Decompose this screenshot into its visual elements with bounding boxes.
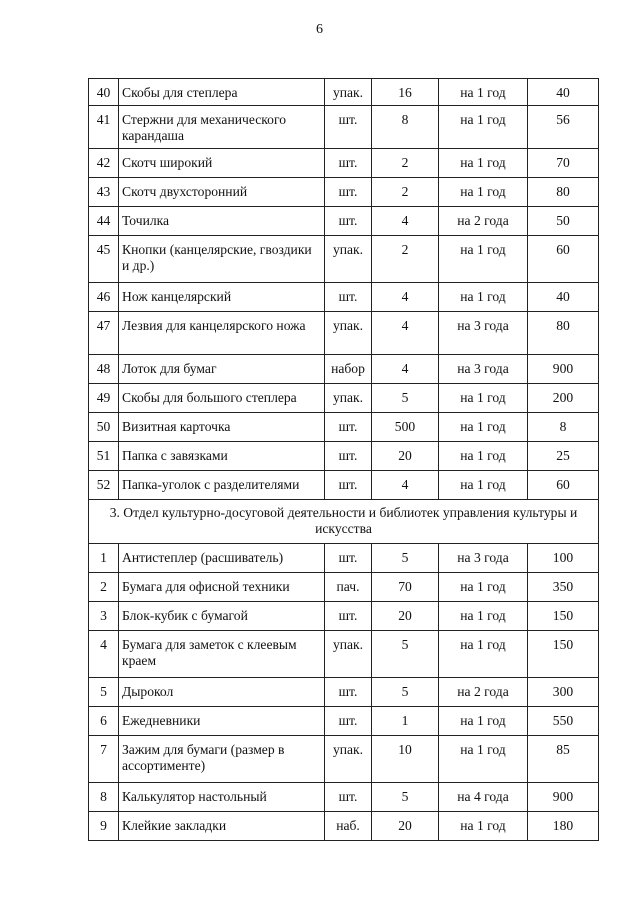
table-row	[89, 783, 599, 812]
page-number: 6	[316, 22, 323, 37]
item-quantity: 20	[372, 442, 439, 471]
item-quantity: 2	[372, 149, 439, 178]
table-row	[89, 79, 599, 106]
item-period: на 3 года	[439, 312, 528, 355]
item-unit: пач.	[325, 573, 372, 602]
table-row	[89, 355, 599, 384]
item-quantity: 5	[372, 678, 439, 707]
item-period: на 1 год	[439, 149, 528, 178]
item-price: 200	[528, 384, 599, 413]
table-row	[89, 707, 599, 736]
row-number: 41	[89, 106, 119, 149]
item-quantity: 5	[372, 544, 439, 573]
supplies-table-body	[89, 79, 599, 841]
table-row	[89, 678, 599, 707]
item-period: на 1 год	[439, 178, 528, 207]
table-row	[89, 544, 599, 573]
item-name: Блок-кубик с бумагой	[119, 602, 325, 631]
item-unit: набор	[325, 355, 372, 384]
item-period: на 3 года	[439, 544, 528, 573]
table-row	[89, 283, 599, 312]
item-price: 85	[528, 736, 599, 783]
row-number: 47	[89, 312, 119, 355]
item-period: на 3 года	[439, 355, 528, 384]
table-row	[89, 178, 599, 207]
item-period: на 1 год	[439, 283, 528, 312]
item-name: Папка-уголок с разделителями	[119, 471, 325, 500]
item-period: на 1 год	[439, 442, 528, 471]
table-row	[89, 812, 599, 841]
item-price: 350	[528, 573, 599, 602]
item-price: 100	[528, 544, 599, 573]
item-price: 25	[528, 442, 599, 471]
item-price: 300	[528, 678, 599, 707]
item-name: Скобы для большого степлера	[119, 384, 325, 413]
item-price: 180	[528, 812, 599, 841]
item-quantity: 5	[372, 384, 439, 413]
row-number: 4	[89, 631, 119, 678]
row-number: 5	[89, 678, 119, 707]
section-title: 3. Отдел культурно-досуговой деятельности и библиотек управления культуры и искусства	[89, 500, 599, 544]
item-unit: упак.	[325, 384, 372, 413]
item-quantity: 5	[372, 631, 439, 678]
table-row	[89, 149, 599, 178]
item-unit: шт.	[325, 783, 372, 812]
item-quantity: 8	[372, 106, 439, 149]
item-unit: упак.	[325, 736, 372, 783]
item-name: Точилка	[119, 207, 325, 236]
table-row	[89, 573, 599, 602]
item-price: 8	[528, 413, 599, 442]
item-period: на 1 год	[439, 413, 528, 442]
table-row	[89, 384, 599, 413]
item-name: Клейкие закладки	[119, 812, 325, 841]
item-name: Стержни для механического карандаша	[119, 106, 325, 149]
row-number: 7	[89, 736, 119, 783]
item-period: на 1 год	[439, 384, 528, 413]
row-number: 42	[89, 149, 119, 178]
row-number: 52	[89, 471, 119, 500]
table-row	[89, 207, 599, 236]
item-price: 900	[528, 783, 599, 812]
item-price: 550	[528, 707, 599, 736]
item-price: 70	[528, 149, 599, 178]
item-unit: шт.	[325, 442, 372, 471]
item-price: 80	[528, 312, 599, 355]
item-quantity: 5	[372, 783, 439, 812]
item-name: Зажим для бумаги (размер в ассортименте)	[119, 736, 325, 783]
table-row	[89, 106, 599, 149]
item-unit: упак.	[325, 312, 372, 355]
row-number: 1	[89, 544, 119, 573]
table-row	[89, 631, 599, 678]
item-unit: шт.	[325, 207, 372, 236]
item-price: 60	[528, 471, 599, 500]
row-number: 8	[89, 783, 119, 812]
item-name: Папка с завязками	[119, 442, 325, 471]
item-quantity: 4	[372, 207, 439, 236]
item-quantity: 20	[372, 602, 439, 631]
item-unit: шт.	[325, 678, 372, 707]
row-number: 51	[89, 442, 119, 471]
item-name: Бумага для офисной техники	[119, 573, 325, 602]
table-row	[89, 471, 599, 500]
item-unit: шт.	[325, 178, 372, 207]
item-price: 900	[528, 355, 599, 384]
item-unit: упак.	[325, 631, 372, 678]
item-period: на 1 год	[439, 812, 528, 841]
row-number: 6	[89, 707, 119, 736]
row-number: 43	[89, 178, 119, 207]
item-period: на 1 год	[439, 236, 528, 283]
item-unit: упак.	[325, 236, 372, 283]
item-period: на 1 год	[439, 471, 528, 500]
item-period: на 1 год	[439, 573, 528, 602]
item-period: на 1 год	[439, 106, 528, 149]
item-name: Скотч двухсторонний	[119, 178, 325, 207]
item-unit: наб.	[325, 812, 372, 841]
item-price: 80	[528, 178, 599, 207]
item-quantity: 2	[372, 178, 439, 207]
item-quantity: 4	[372, 283, 439, 312]
item-period: на 2 года	[439, 207, 528, 236]
row-number: 49	[89, 384, 119, 413]
item-period: на 1 год	[439, 79, 528, 106]
item-price: 56	[528, 106, 599, 149]
row-number: 40	[89, 79, 119, 106]
item-quantity: 4	[372, 471, 439, 500]
table-row	[89, 413, 599, 442]
item-unit: упак.	[325, 79, 372, 106]
item-price: 60	[528, 236, 599, 283]
table-row	[89, 312, 599, 355]
item-name: Скобы для степлера	[119, 79, 325, 106]
item-quantity: 500	[372, 413, 439, 442]
item-name: Визитная карточка	[119, 413, 325, 442]
item-quantity: 1	[372, 707, 439, 736]
item-period: на 1 год	[439, 736, 528, 783]
row-number: 3	[89, 602, 119, 631]
row-number: 9	[89, 812, 119, 841]
table-row	[89, 236, 599, 283]
row-number: 50	[89, 413, 119, 442]
row-number: 2	[89, 573, 119, 602]
item-unit: шт.	[325, 707, 372, 736]
item-price: 50	[528, 207, 599, 236]
item-unit: шт.	[325, 471, 372, 500]
row-number: 48	[89, 355, 119, 384]
section-header-row	[89, 500, 599, 544]
supplies-table	[88, 78, 599, 841]
item-price: 150	[528, 631, 599, 678]
row-number: 46	[89, 283, 119, 312]
item-name: Нож канцелярский	[119, 283, 325, 312]
item-name: Кнопки (канцелярские, гвоздики и др.)	[119, 236, 325, 283]
item-quantity: 4	[372, 312, 439, 355]
item-period: на 1 год	[439, 631, 528, 678]
item-unit: шт.	[325, 413, 372, 442]
item-name: Лоток для бумаг	[119, 355, 325, 384]
table-row	[89, 602, 599, 631]
item-name: Ежедневники	[119, 707, 325, 736]
item-name: Лезвия для канцелярского ножа	[119, 312, 325, 355]
item-price: 40	[528, 79, 599, 106]
item-quantity: 70	[372, 573, 439, 602]
item-unit: шт.	[325, 544, 372, 573]
item-quantity: 2	[372, 236, 439, 283]
item-period: на 1 год	[439, 602, 528, 631]
item-period: на 4 года	[439, 783, 528, 812]
item-period: на 2 года	[439, 678, 528, 707]
item-price: 40	[528, 283, 599, 312]
row-number: 45	[89, 236, 119, 283]
item-quantity: 20	[372, 812, 439, 841]
item-quantity: 10	[372, 736, 439, 783]
item-unit: шт.	[325, 106, 372, 149]
item-name: Дырокол	[119, 678, 325, 707]
row-number: 44	[89, 207, 119, 236]
table-row	[89, 442, 599, 471]
item-quantity: 16	[372, 79, 439, 106]
item-name: Антистеплер (расшиватель)	[119, 544, 325, 573]
item-name: Калькулятор настольный	[119, 783, 325, 812]
item-quantity: 4	[372, 355, 439, 384]
item-period: на 1 год	[439, 707, 528, 736]
item-name: Скотч широкий	[119, 149, 325, 178]
item-price: 150	[528, 602, 599, 631]
item-unit: шт.	[325, 602, 372, 631]
item-unit: шт.	[325, 283, 372, 312]
item-name: Бумага для заметок с клеевым краем	[119, 631, 325, 678]
item-unit: шт.	[325, 149, 372, 178]
table-row	[89, 736, 599, 783]
